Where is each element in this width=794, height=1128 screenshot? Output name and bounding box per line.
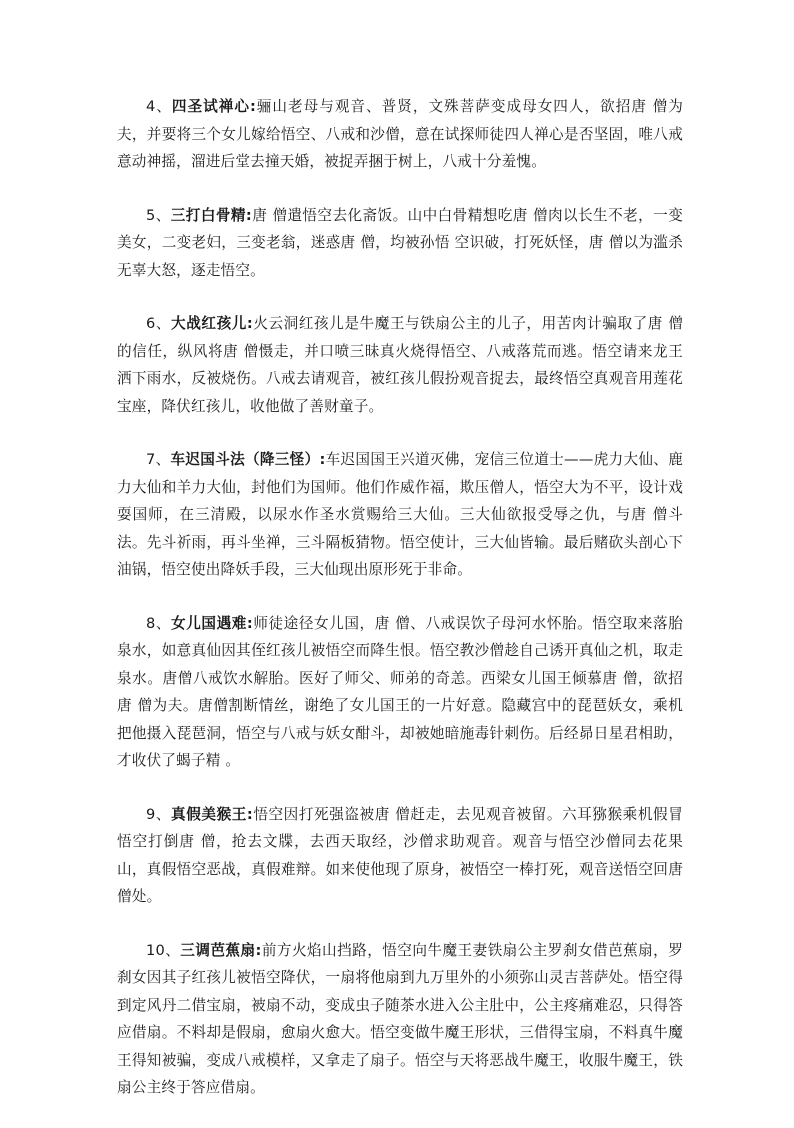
document-page: [117, 93, 683, 1128]
story-paragraph-5: [117, 202, 683, 285]
paragraph-title: 大战红孩儿: [171, 315, 247, 332]
paragraph-number: 10、: [146, 941, 181, 959]
paragraph-title: 真假美猴王: [171, 805, 247, 823]
story-paragraph-8: [117, 610, 683, 775]
paragraph-body: 唐 僧遣悟空去化斋饭。山中白骨精想吃唐 僧肉以长生不老，一变美女，二变老妇，三变老翁，迷惑唐 僧，均被孙悟 空识破，打死妖怪，唐 僧以为滥杀无辜大怒，逐走悟空。: [117, 206, 683, 279]
title-separator: :: [246, 614, 253, 632]
paragraph-body: 火云洞红孩儿是牛魔王与铁扇公主的儿子，用苦肉计骗取了唐 僧的信任，纵风将唐 僧慑走，并口喷三昧真火烧得悟空、八戒落荒而逃。悟空请来龙王洒下雨水，反被烧伤。八戒去请观音，被红孩儿假扮观音捉去，最终悟空真观音用莲花宝座，降伏红孩儿，收他做了善财童子。: [117, 315, 683, 415]
paragraph-title: 车迟国斗法（降三怪）: [170, 451, 320, 468]
story-paragraph-6: [117, 310, 683, 420]
paragraph-title: 三调芭蕉扇: [180, 941, 256, 959]
paragraph-body: 悟空因打死强盗被唐 僧赶走，去见观音被留。六耳猕猴乘机假冒悟空打倒唐 僧，抢去文牒，去西天取经，沙僧求助观音。观音与悟空沙僧同去花果山，真假悟空恶战，真假难辩。如来使他现了原身，被悟空一棒打死，观音送悟空回唐 僧处。: [117, 805, 683, 905]
story-paragraph-9: [117, 801, 683, 911]
title-separator: :: [246, 805, 253, 823]
paragraph-body: 车迟国国王兴道灭佛，宠信三位道士——虎力大仙、鹿力大仙和羊力大仙，封他们为国师。他们作威作福，欺压僧人，悟空大为不平，设计戏耍国师，在三清殿，以尿水作圣水赏赐给三大仙。三大仙欲报受辱之仇，与唐 僧斗法。先斗祈雨，再斗坐禅，三斗隔板猜物。悟空使计，三大仙皆输。最后赌砍头剖心下油锅，悟空使出降妖手段，三大仙现出原形死于非命。: [117, 451, 683, 578]
paragraph-body: 前方火焰山挡路，悟空向牛魔王妻铁扇公主罗刹女借芭蕉扇，罗刹女因其子红孩儿被悟空降伏，一扇将他扇到九万里外的小须弥山灵吉菩萨处。悟空得到定风丹二借宝扇，被扇不动，变成虫子随茶水进入公主肚中，公主疼痛难忍，只得答应借扇。不料却是假扇，愈扇火愈大。悟空变做牛魔王形状，三借得宝扇，不料真牛魔王得知被骗，变成八戒模样，又拿走了扇子。悟空与天将恶战牛魔王，收服牛魔王，铁扇公主终于答应借扇。: [117, 941, 683, 1096]
story-paragraph-4: [117, 93, 683, 176]
title-separator: :: [245, 206, 252, 224]
paragraph-body: 骊山老母与观音、普贤，文殊菩萨变成母女四人，欲招唐 僧为夫，并要将三个女儿嫁给悟空、八戒和沙僧，意在试探师徒四人禅心是否坚固，唯八戒意动神摇，溜进后堂去撞天婚，被捉弄捆于树上，八戒十分羞愧。: [117, 98, 683, 170]
paragraph-title: 三打白骨精: [170, 206, 246, 224]
paragraph-number: 4、: [146, 98, 172, 115]
title-separator: :: [246, 315, 253, 332]
story-paragraph-7: [117, 446, 683, 584]
paragraph-number: 8、: [146, 614, 172, 632]
story-paragraph-10: [117, 937, 683, 1102]
paragraph-number: 6、: [146, 315, 172, 332]
paragraph-title: 女儿国遇难: [171, 614, 247, 632]
paragraph-number: 7、: [146, 451, 171, 468]
paragraph-number: 5、: [146, 206, 171, 224]
paragraph-body: 师徒途径女儿国，唐 僧、八戒误饮子母河水怀胎。悟空取来落胎泉水，如意真仙因其侄红孩儿被悟空而降生恨。悟空教沙僧趁自己诱开真仙之机，取走泉水。唐僧八戒饮水解胎。医好了师父、师弟的奇恙。西梁女儿国王倾慕唐 僧，欲招唐 僧为夫。唐僧割断情丝，谢绝了女儿国王的一片好意。隐藏宫中的琵琶妖女，乘机把他摄入琵琶洞，悟空与八戒与妖女酣斗，却被她暗施毒针刺伤。后经昴日星君相助，才收伏了蝎子精 。: [117, 614, 683, 769]
paragraph-number: 9、: [146, 805, 172, 823]
title-separator: :: [249, 98, 256, 115]
title-separator: :: [255, 941, 262, 959]
paragraph-title: 四圣试禅心: [171, 98, 250, 115]
title-separator: :: [319, 451, 326, 468]
